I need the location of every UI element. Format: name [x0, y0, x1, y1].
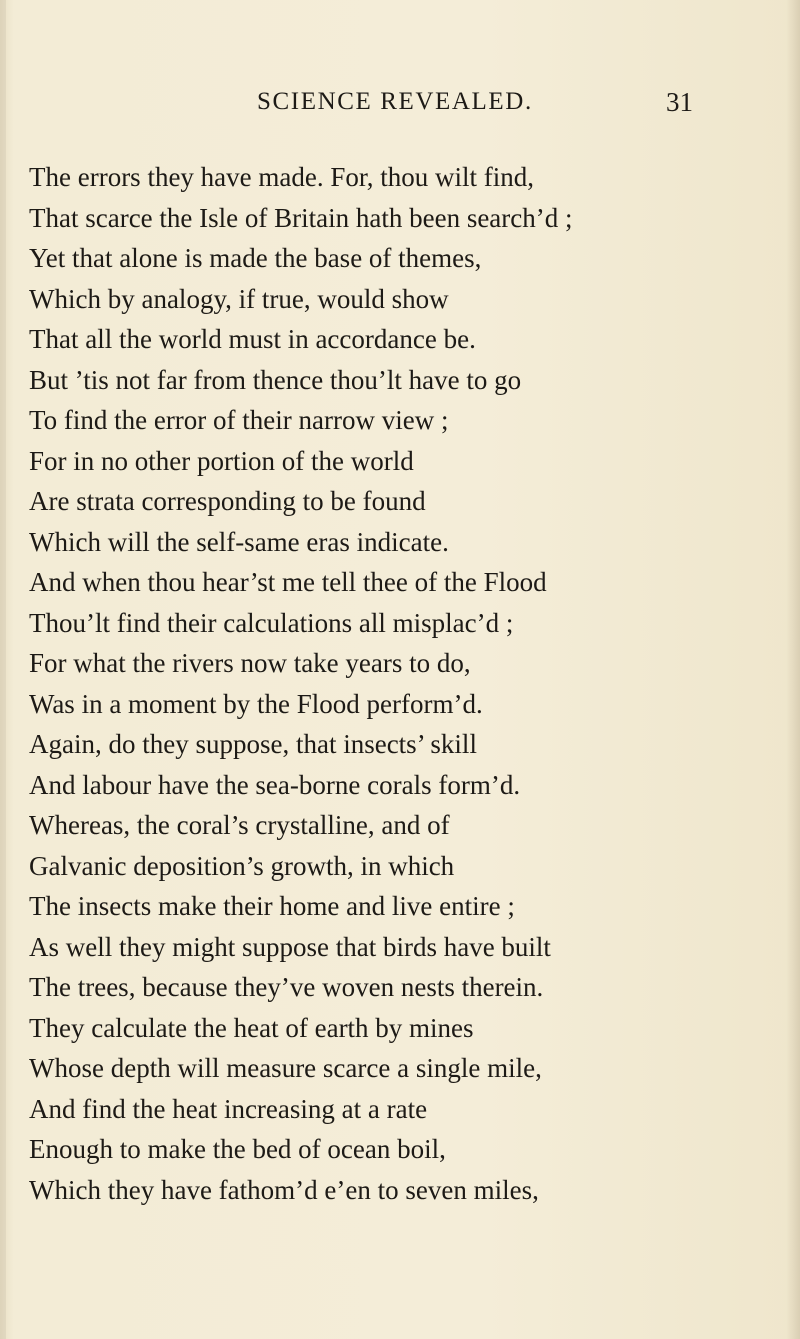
verse-line: That all the world must in accordance be.: [29, 324, 476, 354]
verse-line: The errors they have made. For, thou wilt find,: [29, 162, 535, 192]
verse-line: As well they might suppose that birds have built: [29, 931, 551, 962]
verse-line: For what the rivers now take years to do,: [29, 648, 471, 678]
verse-line: Again, do they suppose, that insects’ skill: [29, 729, 477, 759]
verse-line: Are strata corresponding to be found: [29, 486, 426, 516]
verse-line: And labour have the sea-borne corals form’d.: [29, 769, 521, 800]
verse-line: Galvanic deposition’s growth, in which: [29, 850, 455, 881]
verse-line: The trees, because they’ve woven nests therein.: [29, 972, 544, 1002]
verse-line: That scarce the Isle of Britain hath been search’d ;: [29, 202, 573, 233]
running-head: SCIENCE REVEALED.: [257, 88, 533, 115]
verse-line: For in no other portion of the world: [29, 445, 414, 476]
verse-line: Whereas, the coral’s crystalline, and of: [29, 810, 450, 840]
verse-line: But ’tis not far from thence thou’lt have to go: [29, 364, 522, 395]
page-number: 31: [666, 87, 693, 117]
verse-line: Enough to make the bed of ocean boil,: [29, 1134, 446, 1164]
page-header: [0, 82, 800, 122]
verse-line: Yet that alone is made the base of themes,: [29, 243, 482, 273]
verse-line: The insects make their home and live entire ;: [29, 891, 515, 921]
verse-line: To find the error of their narrow view ;: [29, 405, 449, 435]
verse-body: [29, 157, 789, 1210]
verse-line: Was in a moment by the Flood perform’d.: [29, 688, 483, 719]
page-left-shadow: [0, 0, 6, 1339]
verse-line: Thou’lt find their calculations all misplac’d ;: [29, 607, 514, 638]
verse-line: Which they have fathom’d e’en to seven miles,: [29, 1174, 539, 1205]
verse-line: Which by analogy, if true, would show: [29, 283, 449, 314]
verse-line: And when thou hear’st me tell thee of the Flood: [29, 567, 547, 597]
verse-line: Which will the self-same eras indicate.: [29, 526, 449, 557]
verse-line: They calculate the heat of earth by mines: [29, 1012, 474, 1043]
verse-line: Whose depth will measure scarce a single mile,: [29, 1053, 542, 1083]
verse-line: And find the heat increasing at a rate: [29, 1093, 428, 1124]
